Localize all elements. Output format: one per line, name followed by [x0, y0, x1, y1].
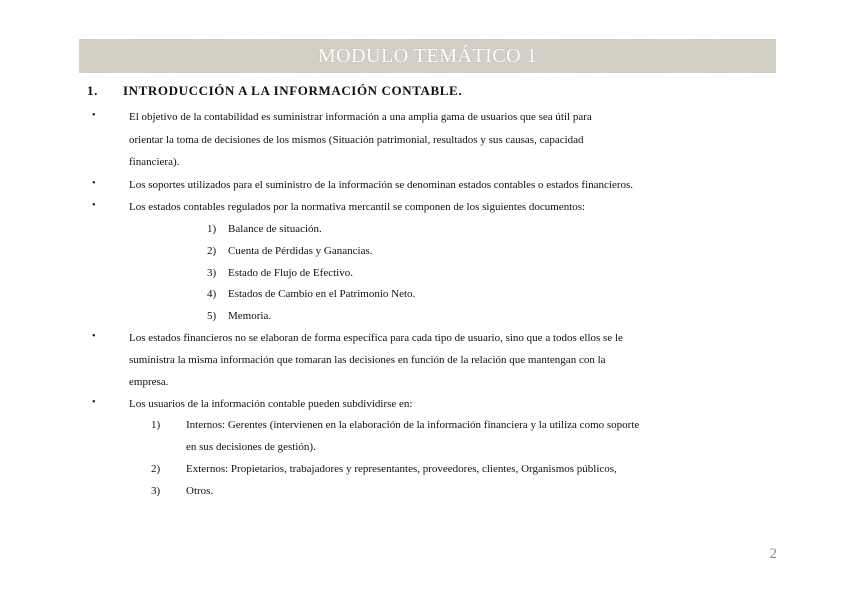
bullet-text: Los usuarios de la información contable pueden subdividirse en: [129, 398, 413, 410]
bullet-text: financiera). [129, 156, 180, 168]
module-title: MODULO TEMÁTICO 1 [317, 44, 538, 67]
section-number: 1. [87, 83, 98, 98]
list-item: Externos: Propietarios, trabajadores y representantes, proveedores, clientes, Organismos públicos, [186, 463, 617, 475]
section-title: INTRODUCCIÓN A LA INFORMACIÓN CONTABLE. [123, 83, 463, 98]
module-title-banner [79, 39, 776, 73]
list-number: 3) [151, 485, 161, 497]
bullet-marker: • [92, 110, 96, 121]
bullet-text: orientar la toma de decisiones de los mismos (Situación patrimonial, resultados y sus causas, capacidad [129, 134, 584, 146]
list-item: Estado de Flujo de Efectivo. [228, 267, 353, 279]
bullet-text: Los soportes utilizados para el suministro de la información se denominan estados contables o estados financieros. [129, 179, 634, 191]
list-number: 3) [207, 267, 217, 279]
bullet-marker: • [92, 200, 96, 211]
list-item: Internos: Gerentes (intervienen en la elaboración de la información financiera y la utiliza como soporte [186, 419, 640, 431]
list-number: 4) [207, 288, 217, 300]
list-number: 5) [207, 310, 217, 322]
bullet-text: Los estados contables regulados por la normativa mercantil se componen de los siguientes documentos: [129, 201, 586, 213]
bullet-marker: • [92, 331, 96, 342]
bullet-text: El objetivo de la contabilidad es suministrar información a una amplia gama de usuarios que sea útil para [129, 111, 592, 123]
bullet-marker: • [92, 397, 96, 408]
list-item: en sus decisiones de gestión). [186, 441, 316, 453]
bullet-text: empresa. [129, 376, 169, 388]
list-item: Otros. [186, 485, 214, 497]
list-number: 2) [151, 463, 161, 475]
section-heading [87, 83, 462, 99]
list-number: 1) [207, 223, 217, 235]
list-item: Balance de situación. [228, 223, 322, 235]
list-number: 1) [151, 419, 161, 431]
list-item: Estados de Cambio en el Patrimonio Neto. [228, 288, 416, 300]
page-number: 2 [769, 546, 777, 562]
bullet-text: suministra la misma información que tomaran las decisiones en función de la relación que mantengan con la [129, 354, 606, 366]
list-number: 2) [207, 245, 217, 257]
bullet-marker: • [92, 178, 96, 189]
list-item: Memoria. [228, 310, 272, 322]
bullet-text: Los estados financieros no se elaboran de forma específica para cada tipo de usuario, sino que a todos ellos se le [129, 332, 623, 344]
list-item: Cuenta de Pérdidas y Ganancias. [228, 245, 373, 257]
